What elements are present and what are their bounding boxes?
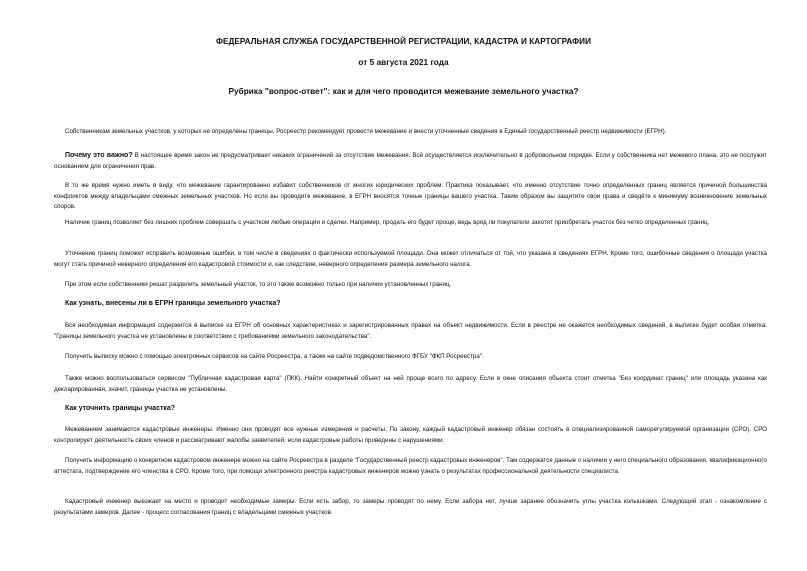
paragraph-cadastral-engineers: Межеванием занимаются кадастровые инженеры. Именно они проводят все нужные измерения и расчеты. По закону, каждый кадастровый инженер обязан состоять в специализированной саморегулируемой организации (СРО). СРО контролирует деятельность своих членов и рассматривают жалобы заявителей, если кадастровые работы проведены с нарушениями. [54,426,767,444]
document-date: от 5 августа 2021 года [358,58,449,67]
question-how-to-find-out: Как узнать, внесены ли в ЕГРН границы земельного участка? [65,300,281,307]
question-how-to-clarify: Как уточнить границы участка? [65,405,176,412]
rubric-title: Рубрика "вопрос-ответ": как и для чего проводится межевание земельного участка? [228,87,579,96]
paragraph-error-correction: Уточнение границ поможет исправить возможные ошибки, в том числе в сведениях о фактически используемой площади. Она может отличаться от той, что указана в сведениях ЕГРН. Кроме того, ошибочные сведения о площади участка могут стать причиной неверного определения его кадастровой стоимости и, как следствие, неверного определения размера земельного налога. [54,250,767,268]
paragraph-electronic-services: Получить выписку можно с помощью электронных сервисов на сайте Росреестра, а также на сайте подведомственного ФГБУ "ФКП Росреестра". [65,353,484,360]
paragraph-why-important [54,151,767,172]
paragraph-transactions: Наличие границ позволяет без лишних проблем совершать с участком любые операции и сделки. Например, продать его будет проще, ведь вряд ли покупатели захотят приобретать участок без четко определенных границ. [65,219,710,226]
why-important-text: В настоящее время закон не предусматривает никаких ограничений за отсутствие межевания. Всё осуществляется исключительно в добровольном порядке. Если у собственника нет межевого плана, это не послужит основанием для ограничения прав. [54,152,767,170]
paragraph-legal-problems: В то же время нужно иметь в виду, что межевание гарантированно избавит собственников от многих юридических проблем. Практика показывает, что именно отсутствие точно определенных границ является причиной большинства конфликтов между владельцами смежных земельных участков. Но если вы проводите межевание, в ЕГРН вносятся точные границы вашего участка. Таким образом вы защитите свои права и сведёте к минимуму возникновение земельных споров. [54,182,767,211]
agency-title: ФЕДЕРАЛЬНАЯ СЛУЖБА ГОСУДАРСТВЕННОЙ РЕГИСТРАЦИИ, КАДАСТРА И КАРТОГРАФИИ [215,37,592,46]
paragraph-measurements: Кадастровый инженер выезжает на место и проводит необходимые замеры. Если есть забор, то замеры проводят по нему. Если забора нет, лучше заранее обозначить углы участка колышками. Следующий этап - ознакомление с результатами замеров. Далее - процесс согласования границ с владельцами смежных участков. [54,498,767,516]
paragraph-extract: Вся необходимая информация содержится в выписке из ЕГРН об основных характеристиках и зарегистрированных правах на объект недвижимости. Если в реестре не окажется необходимых сведений, в выписке будет особая отметка: "Границы земельного участка не установлены в соответствии с требованиями земельного законодательства". [54,322,767,340]
paragraph-owners: Собственникам земельных участков, у которых не определены границы, Росреестр рекомендует провести межевание и внести уточненные сведения в Единый государственный реестр недвижимости (ЕГРН). [65,128,667,135]
paragraph-public-cadastral-map: Также можно воспользоваться сервисом "Публичная кадастровая карта" (ПКК). Найти конкретный объект на ней проще всего по адресу. Если в окне описания объекта стоит отметка "Без координат границ" или площадь указана как декларированная, значит, границы участка не установлены. [54,375,767,393]
paragraph-division: При этом если собственники решат разделить земельный участок, то это также возможно только при наличии установленных границ. [65,281,452,288]
why-important-heading: Почему это важно? [65,152,133,159]
paragraph-engineer-registry: Получить информацию о конкретном кадастровом инженере можно на сайте Росреестра в разделе "Государственный реестр кадастровых инженеров". Там содержатся данные о наличии у него специального образования, квалификационного аттестата, подтверждение его членства в СРО. Кроме того, при помощи электронного реестра кадастровых инженеров можно узнать о результатах профессиональной деятельности специалиста. [54,457,767,475]
